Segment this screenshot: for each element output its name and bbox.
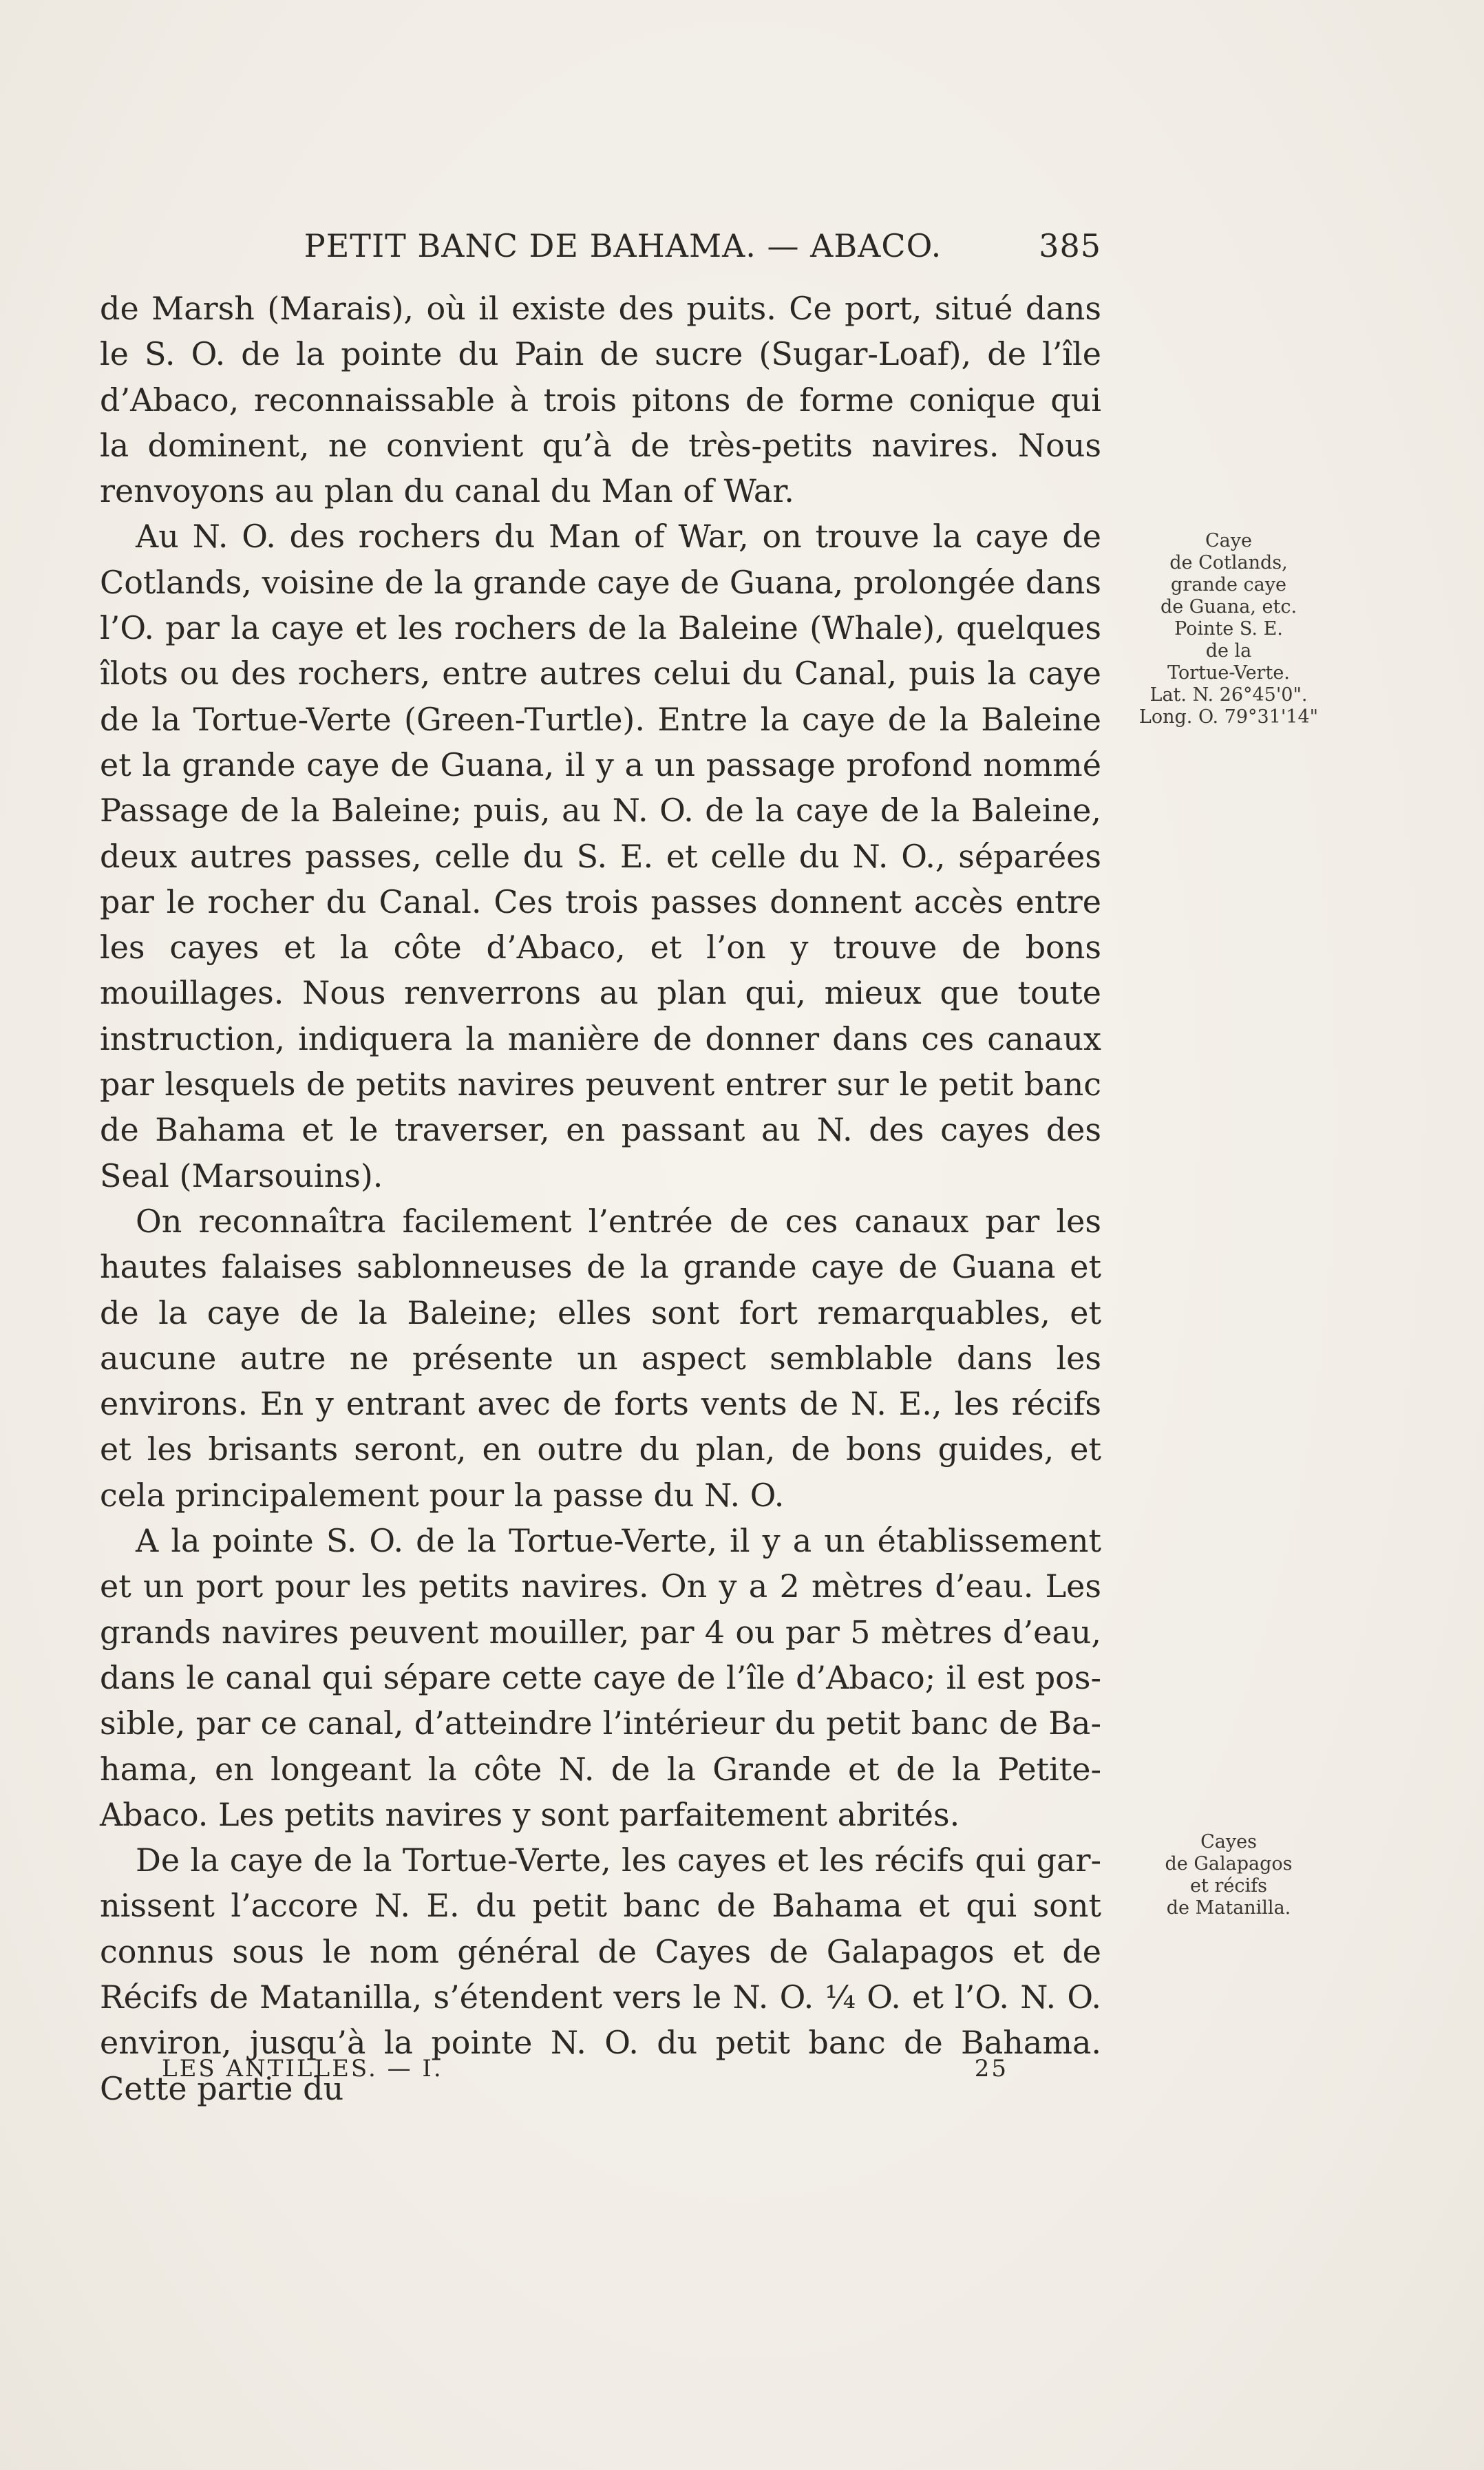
sidenote-cotlands <box>1115 530 1342 728</box>
sidenote-line: de Matanilla. <box>1166 1897 1291 1919</box>
body-text <box>100 286 1101 2111</box>
running-head-title: PETIT BANC DE BAHAMA. — ABACO. <box>304 227 942 264</box>
sidenote-galapagos <box>1115 1831 1342 1919</box>
sidenote-line: Pointe S. E. <box>1174 618 1283 640</box>
paragraph-3: On reconnaîtra facilement l’entrée de ces canaux par les hautes falaises sablonneuses de la grande caye de Guana et de la caye de la Baleine; elles sont fort remarquables, et aucune autre ne présente un aspect semblable dans les environs. En y entrant avec de forts vents de N. E., les récifs et les brisants seront, en outre du plan, de bons guides, et cela principalement pour la passe du N. O. <box>100 1202 1101 1514</box>
footer-signature-number: 25 <box>974 2055 1008 2082</box>
sidenote-line: de Cotlands, <box>1169 552 1288 573</box>
paragraph-1: de Marsh (Marais), où il existe des puits. Ce port, situé dans le S. O. de la pointe du Pain de sucre (Sugar-Loaf), de l’île d’Abaco, reconnaissable à trois pitons de forme conique qui la dominent, ne convient qu’à de très-petits navires. Nous renvoyons au plan du canal du Man of War. <box>100 290 1101 510</box>
sidenote-line: grande caye <box>1171 574 1286 595</box>
sidenote-line: Tortue-Verte. <box>1167 662 1290 684</box>
sidenote-line: de la <box>1205 640 1252 662</box>
sidenote-line: Lat. N. 26°45'0". <box>1149 684 1308 706</box>
footer-signature: LES ANTILLES. — I. <box>162 2055 443 2082</box>
sidenote-line: Long. O. 79°31'14" <box>1138 706 1319 728</box>
running-head <box>268 227 1101 275</box>
sidenote-line: et récifs <box>1190 1875 1267 1897</box>
sidenote-line: Cayes <box>1200 1831 1257 1852</box>
sidenote-line: de Galapagos <box>1165 1853 1293 1875</box>
paragraph-4: A la pointe S. O. de la Tortue-Verte, il y a un établissement et un port pour les petits navires. On y a 2 mètres d’eau. Les grands navires peuvent mouiller, par 4 ou par 5 mètres d’eau, dans le canal qui sépare cette caye de l’île d’Abaco; il est possible, par ce canal, d’atteindre l’intérieur du petit banc de Bahama, en longeant la côte N. de la Grande et de la Petite-Abaco. Les petits navires y sont parfaitement abrités. <box>100 1522 1101 1833</box>
page-number: 385 <box>1039 227 1101 264</box>
sidenote-line: de Guana, etc. <box>1160 596 1297 618</box>
paragraph-5: De la caye de la Tortue-Verte, les cayes et les récifs qui garnissent l’accore N. E. du petit banc de Bahama et qui sont connus sous le nom général de Cayes de Galapagos et de Récifs de Matanilla, s’étendent vers le N. O. ¼ O. et l’O. N. O. environ, jusqu’à la pointe N. O. du petit banc de Bahama. Cette partie du <box>100 1841 1101 2107</box>
paragraph-2: Au N. O. des rochers du Man of War, on trouve la caye de Cotlands, voisine de la grande caye de Guana, prolongée dans l’O. par la caye et les rochers de la Baleine (Whale), quelques îlots ou des rochers, entre autres celui du Canal, puis la caye de la Tortue-Verte (Green-Turtle). Entre la caye de la Baleine et la grande caye de Guana, il y a un passage profond nommé Passage de la Baleine; puis, au N. O. de la caye de la Baleine, deux autres passes, celle du S. E. et celle du N. O., séparées par le rocher du Canal. Ces trois passes donnent accès entre les cayes et la côte d’Abaco, et l’on y trouve de bons mouillages. Nous renverrons au plan qui, mieux que toute instruction, indiquera la manière de donner dans ces canaux par lesquels de petits navires peuvent entrer sur le petit banc de Bahama et le traverser, en passant au N. des cayes des Seal (Marsouins). <box>100 518 1101 1194</box>
page-footer <box>162 2055 1008 2096</box>
sidenote-line: Caye <box>1205 530 1252 551</box>
